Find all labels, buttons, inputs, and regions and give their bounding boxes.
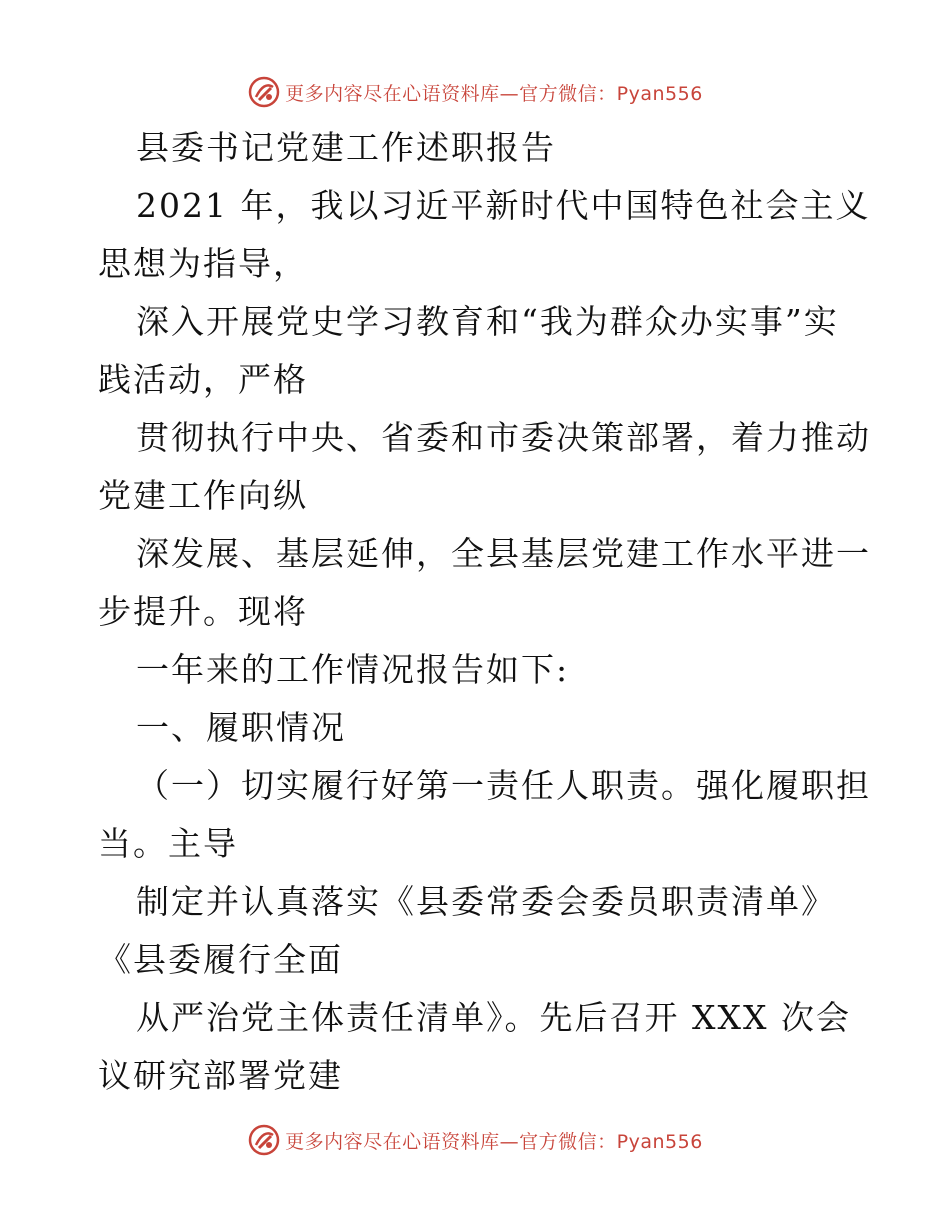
paragraph-line: 从严治党主体责任清单》。先后召开 XXX 次会: [136, 998, 851, 1037]
paragraph-line: 深发展、基层延伸，全县基层党建工作水平进一: [136, 534, 871, 573]
paragraph-line: 步提升。现将: [98, 592, 308, 631]
paragraph-line: 议研究部署党建: [98, 1056, 343, 1095]
paragraph-line: 思想为指导，: [98, 244, 308, 283]
paragraph-line: 制定并认真落实《县委常委会委员职责清单》: [136, 882, 836, 921]
paragraph-line: 《县委履行全面: [98, 940, 343, 979]
watermark-text: 更多内容尽在心语资料库—官方微信：Pyan556: [285, 82, 703, 105]
paragraph-line: 践活动，严格: [98, 360, 308, 399]
watermark-logo-icon: [247, 75, 281, 109]
paragraph-line: 2021 年，我以习近平新时代中国特色社会主义: [136, 186, 871, 225]
subsection-heading: （一）切实履行好第一责任人职责。强化履职担: [136, 766, 871, 805]
paragraph-line: 党建工作向纵: [98, 476, 308, 515]
paragraph-line: 一年来的工作情况报告如下:: [136, 650, 570, 689]
watermark-logo-icon: [247, 1123, 281, 1157]
document-title: 县委书记党建工作述职报告: [136, 128, 556, 167]
paragraph-line: 贯彻执行中央、省委和市委决策部署，着力推动: [136, 418, 871, 457]
footer-watermark: [0, 1120, 950, 1160]
paragraph-line: 当。主导: [98, 824, 238, 863]
section-heading: 一、履职情况: [136, 708, 346, 747]
watermark-text: 更多内容尽在心语资料库—官方微信：Pyan556: [285, 1130, 703, 1153]
header-watermark: [0, 72, 950, 112]
paragraph-line: 深入开展党史学习教育和“我为群众办实事”实: [136, 302, 839, 341]
